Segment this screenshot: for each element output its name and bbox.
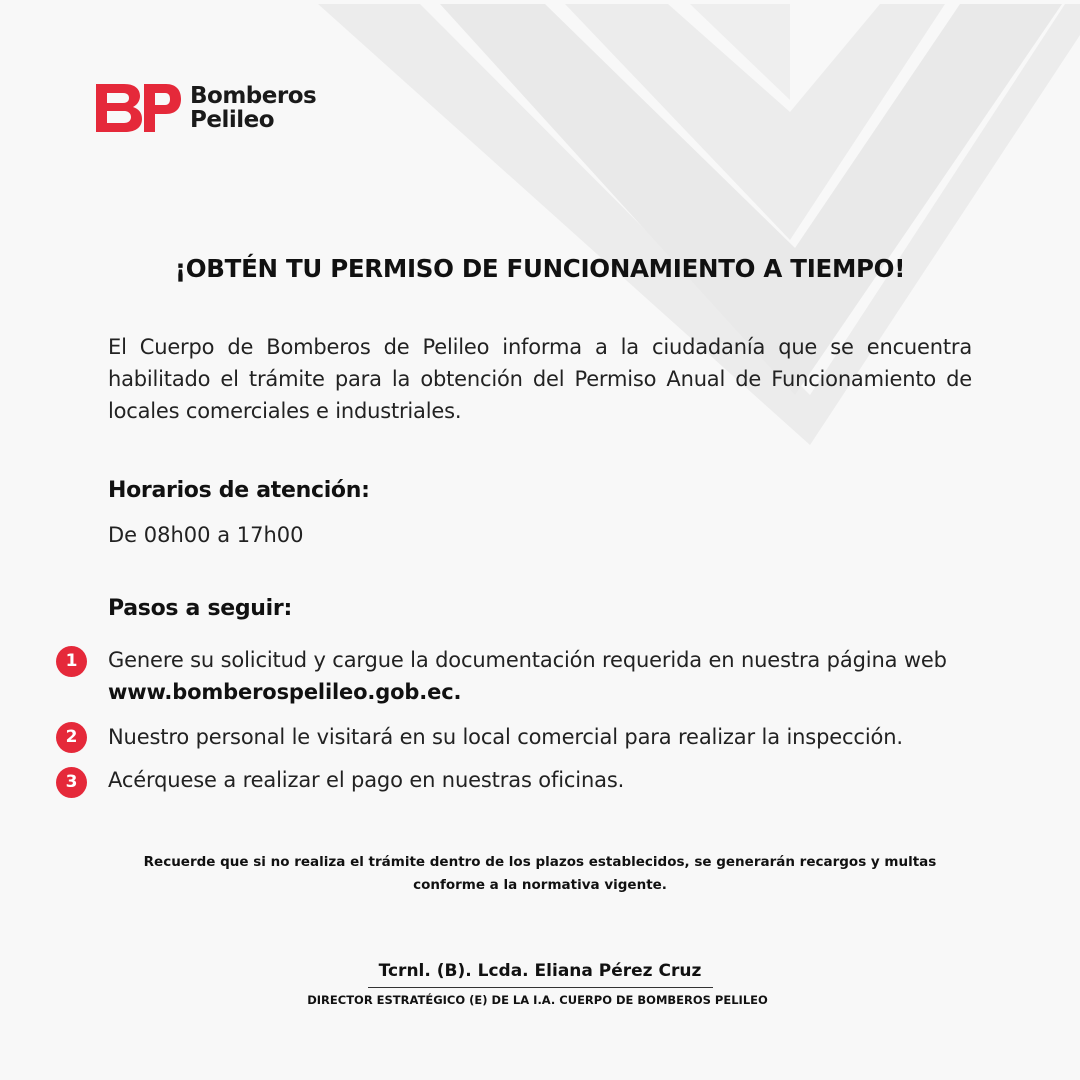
steps-heading: Pasos a seguir: [108,596,292,621]
signature-role: DIRECTOR ESTRATÉGICO (E) DE LA I.A. CUERPO DE BOMBEROS PELILEO [307,993,768,1007]
step-number-badge: 1 [56,646,87,677]
page-title: ¡OBTÉN TU PERMISO DE FUNCIONAMIENTO A TIEMPO! [174,254,906,283]
step-text-body: Genere su solicitud y cargue la documentación requerida en nuestra página web [108,648,947,672]
warning-note [90,851,990,897]
step-number-badge: 3 [56,767,87,798]
brand-name-line2: Pelileo [190,107,275,133]
intro-paragraph: El Cuerpo de Bomberos de Pelileo informa a la ciudadanía que se encuentra habilitado el trámite para la obtención del Permiso Anual de Funcionamiento de locales comerciales e industriales. [108,335,972,423]
warning-note-line2: conforme a la normativa vigente. [413,877,667,893]
step-text [108,644,1038,708]
signature-divider [368,987,713,988]
website-link[interactable]: www.bomberospelileo.gob.ec. [108,680,462,704]
step-number-badge: 2 [56,722,87,753]
warning-note-line1: Recuerde que si no realiza el trámite dentro de los plazos establecidos, se generarán recargos y multas [143,854,937,870]
signature-name: Tcrnl. (B). Lcda. Eliana Pérez Cruz [378,961,702,981]
step-text: Acérquese a realizar el pago en nuestras oficinas. [108,768,625,792]
brand-name-line1: Bomberos [190,83,317,109]
step-text: Nuestro personal le visitará en su local comercial para realizar la inspección. [108,725,903,749]
hours-heading: Horarios de atención: [108,478,370,503]
hours-text: De 08h00 a 17h00 [108,523,304,547]
